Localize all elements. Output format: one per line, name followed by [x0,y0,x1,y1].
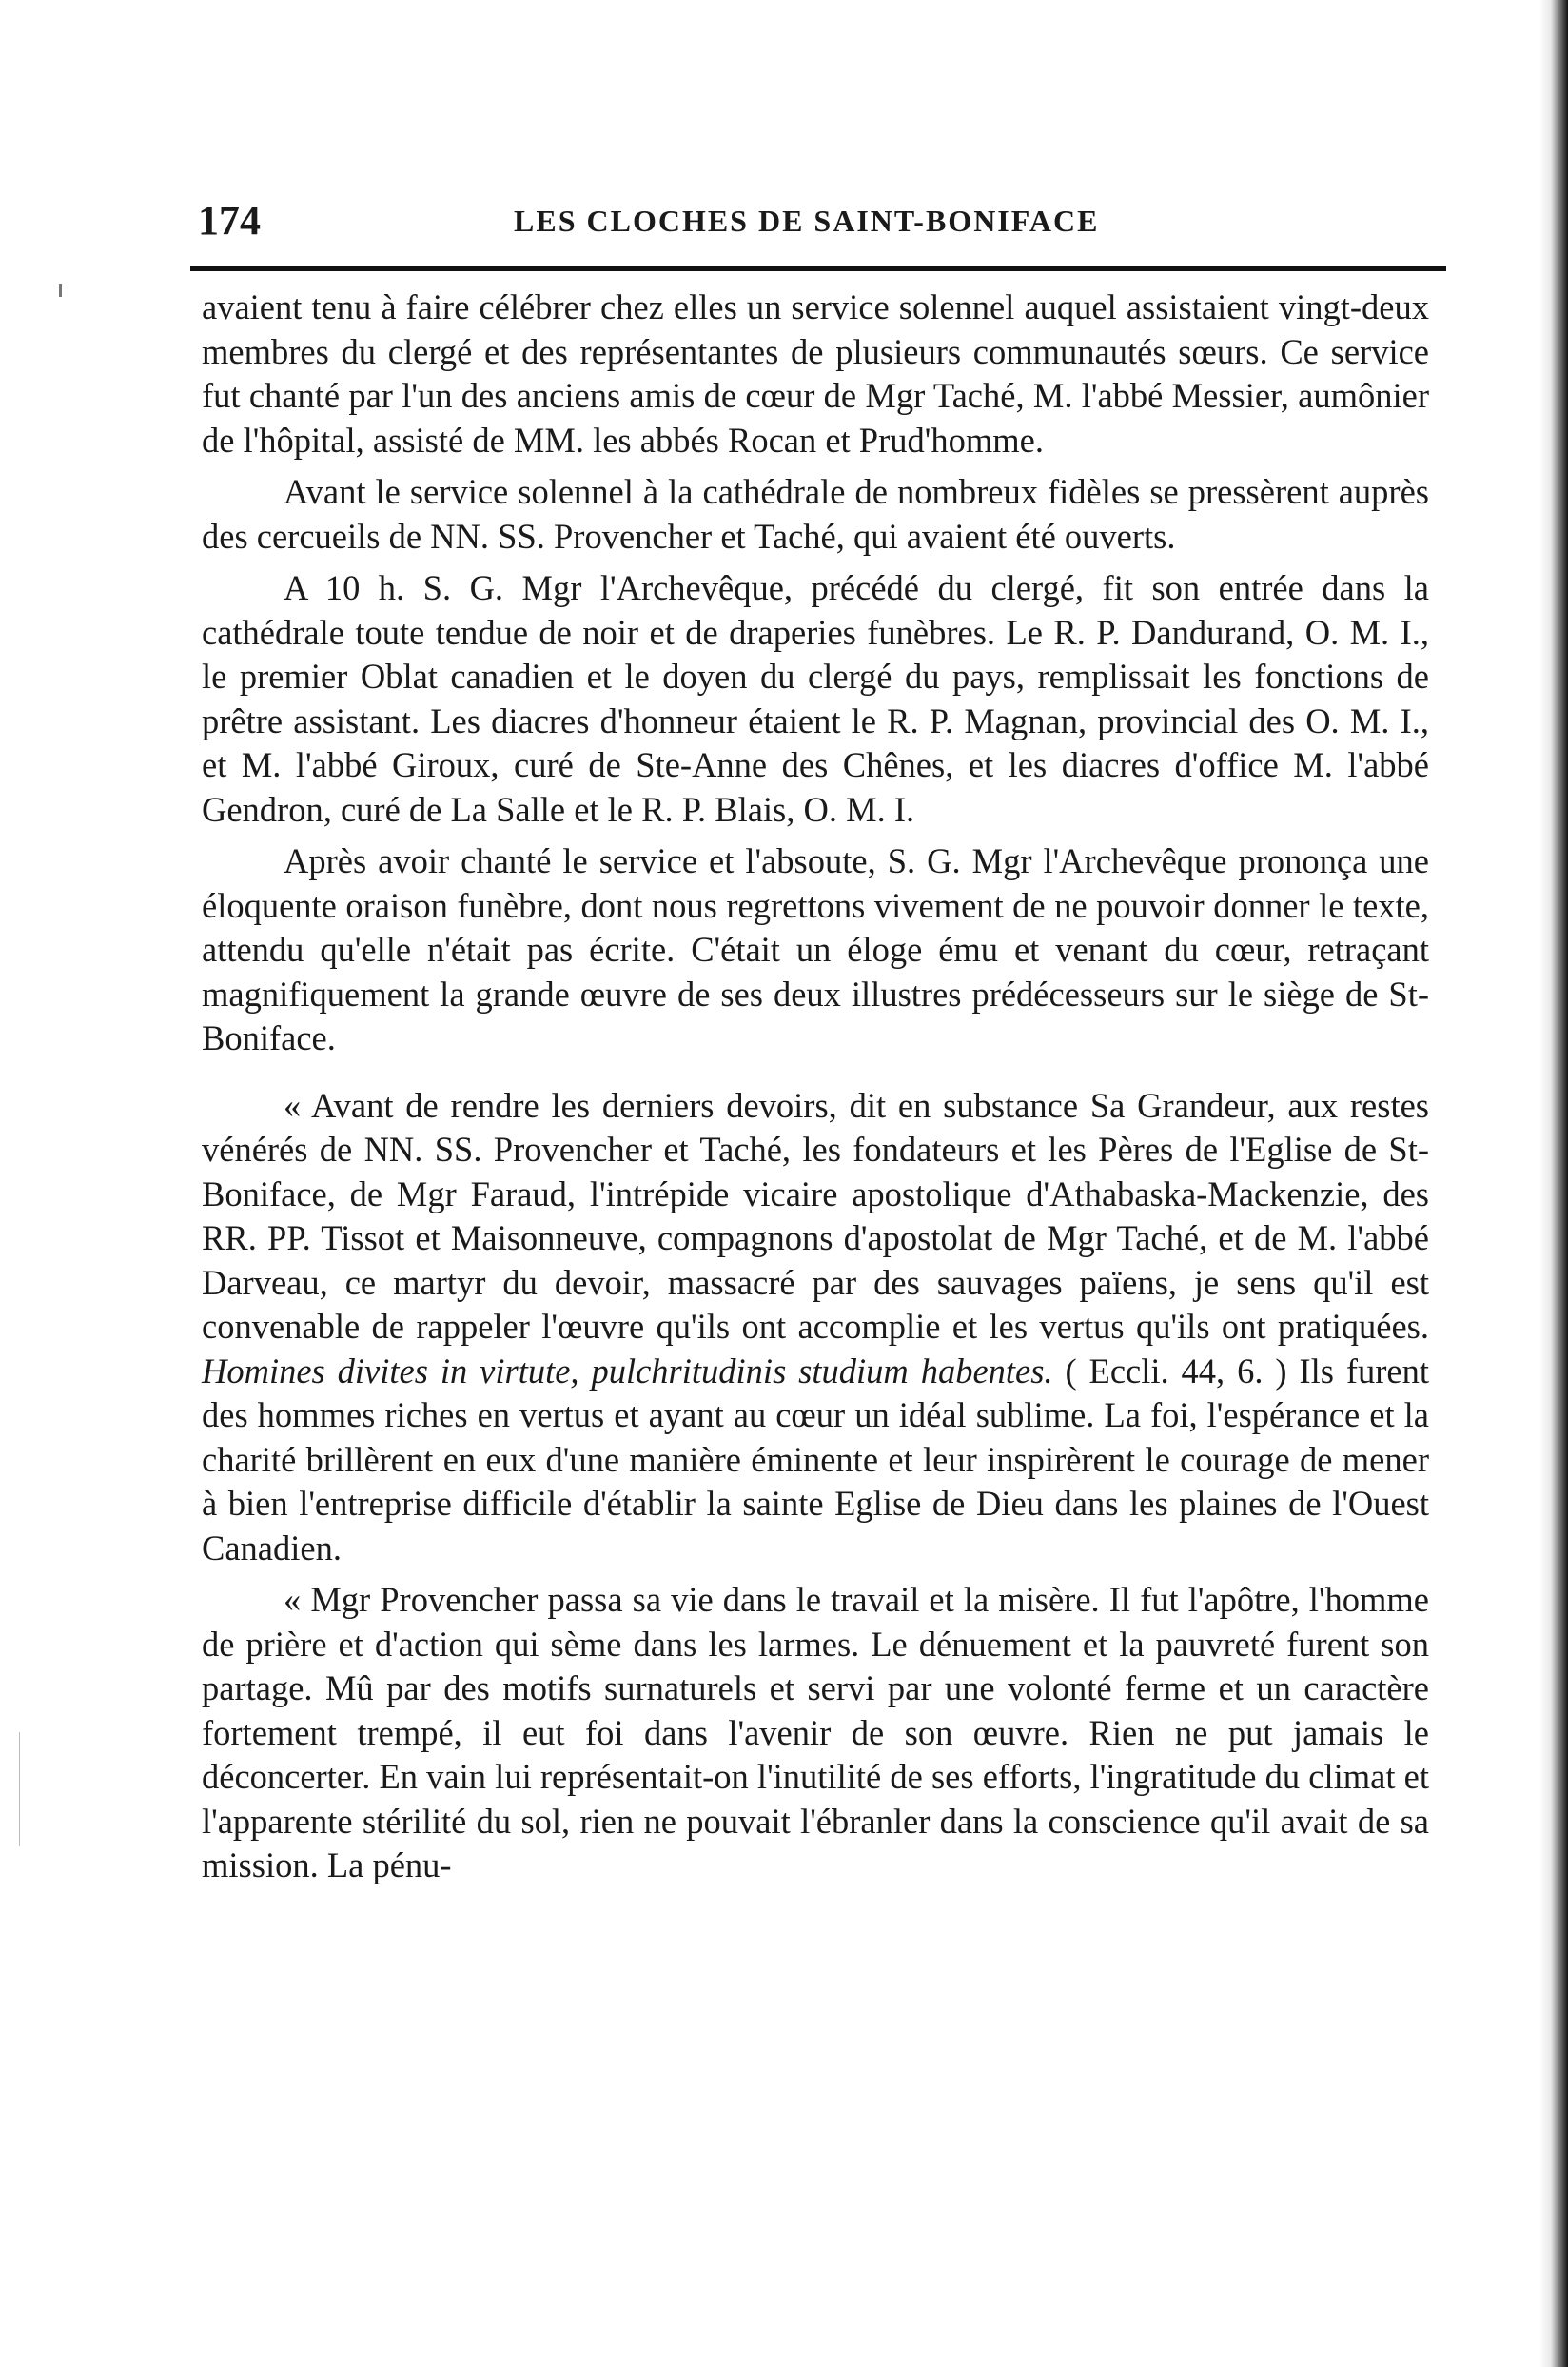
paragraph-5-text: « Avant de rendre les derniers devoirs, dit en substance Sa Grandeur, aux restes vénérés de NN. SS. Provencher et Taché, les fondateurs et les Pères de l'Eglise de St-Boniface, de Mgr Faraud, l'intrépide vicaire apostolique d'Athabaska-Mackenzie, des RR. PP. Tissot et Maisonneuve, compagnons d'apostolat de Mgr Taché, et de M. l'abbé Darveau, ce martyr du devoir, massacré par des sauvages païens, je sens qu'il est convenable de rappeler l'œuvre qu'ils ont accomplie et les vertus qu'ils ont pratiquées. [202,1085,1429,1346]
page-header [190,196,1446,253]
quote-continuation: Ils furent des hommes riches en vertus et ayant au cœur un idéal sublime. La foi, l'espérance et la charité brillèrent en eux d'une manière éminente et leur inspirèrent le courage de mener à bien l'entreprise difficile d'établir la sainte Eglise de Dieu dans les plaines de l'Ouest Canadien. [202,1351,1430,1568]
margin-speck [59,284,62,297]
paragraph-5 [202,1084,1429,1571]
paragraph-4: Après avoir chanté le service et l'absoute, S. G. Mgr l'Archevêque prononça une éloquente oraison funèbre, dont nous regrettons vivement de ne pouvoir donner le texte, attendu qu'elle n'était pas écrite. C'était un éloge ému et venant du cœur, retraçant magnifiquement la grande œuvre de ses deux illustres prédécesseurs sur le siège de St-Boniface. [202,841,1429,1057]
running-title: LES CLOCHES DE SAINT-BONIFACE [514,204,1100,238]
margin-speck [19,1732,20,1846]
paragraph-2: Avant le service solennel à la cathédrale de nombreux fidèles se pressèrent auprès des cercueils de NN. SS. Provencher et Taché, qui avaient été ouverts. [202,472,1429,556]
header-rule [190,266,1446,271]
latin-quote: Homines divites in virtute, pulchritudinis studium habentes. [202,1351,1053,1391]
paragraph-1: avaient tenu à faire célébrer chez elles un service solennel auquel assistaient vingt-deux membres du clergé et des représentantes de plusieurs communautés sœurs. Ce service fut chanté par l'un des anciens amis de cœur de Mgr Taché, M. l'abbé Messier, aumônier de l'hôpital, assisté de MM. les abbés Rocan et Prud'homme. [202,287,1429,460]
paragraph-6: « Mgr Provencher passa sa vie dans le travail et la misère. Il fut l'apôtre, l'homme de prière et d'action qui sème dans les larmes. Le dénuement et la pauvreté furent son partage. Mû par des motifs surnaturels et servi par une volonté ferme et un caractère fortement trempé, il eut foi dans l'avenir de son œuvre. Rien ne put jamais le déconcerter. En vain lui représentait-on l'inutilité de ses efforts, l'ingratitude du climat et l'apparente stérilité du sol, rien ne pouvait l'ébranler dans la conscience qu'il avait de sa mission. La pénu- [202,1580,1429,1884]
quote-reference: ( Eccli. 44, 6. ) [1065,1351,1287,1391]
paragraph-3: A 10 h. S. G. Mgr l'Archevêque, précédé du clergé, fit son entrée dans la cathédrale toute tendue de noir et de draperies funèbres. Le R. P. Dandurand, O. M. I., le premier Oblat canadien et le doyen du clergé du pays, remplissait les fonctions de prêtre assistant. Les diacres d'honneur étaient le R. P. Magnan, provincial des O. M. I., et M. l'abbé Giroux, curé de Ste-Anne des Chênes, et les diacres d'office M. l'abbé Gendron, curé de La Salle et le R. P. Blais, O. M. I. [202,568,1429,829]
page-number: 174 [198,197,261,244]
body-text [202,286,1429,1896]
page-edge-shadow [1539,0,1568,2367]
